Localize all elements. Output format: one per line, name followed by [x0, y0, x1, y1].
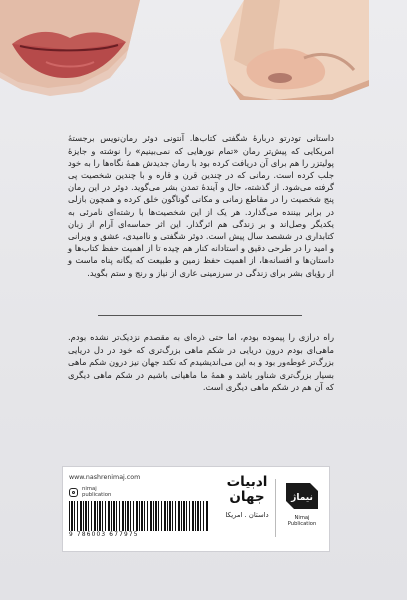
social-handle-sub: publication: [82, 492, 112, 498]
lips-photo: [0, 0, 150, 100]
publisher-name-en: [279, 515, 325, 527]
nimaj-logo-icon: [284, 477, 320, 511]
series-subtitle: داستان . امریکا: [225, 511, 269, 519]
publisher-en-line1: Nimaj: [294, 515, 310, 521]
series-title-line2: جهان: [229, 489, 265, 505]
social-row: [69, 486, 217, 498]
instagram-icon: [69, 488, 78, 497]
book-excerpt: راه درازی را پیموده بودم، اما حتی ذره‌ای به مقصدم نزدیک‌تر نشده بودم. ماهی‌ای بودم درون دریایی در شکم ماهی بزرگ‌تری که خود در دل دریایی بزرگ‌تر غوطه‌ور بود و به این می‌اندیشیدم که نکند جهان نیز درون شکم ماهی بسیار بزرگ‌تری شناور باشد و همهٔ ما ماهیانی باشیم در شکم ماهی دیگری که آن هم در شکم ماهی دیگری است.: [68, 332, 334, 393]
social-handle-name: nimaj: [82, 486, 97, 492]
publisher-en-line2: Publication: [287, 521, 317, 528]
section-divider: [98, 315, 302, 316]
series-title-line1: ادبیات: [226, 474, 268, 490]
series-title: [221, 475, 273, 505]
social-handle: [82, 486, 111, 498]
isbn-number: 9 786003 677975: [69, 532, 139, 538]
info-separator: [275, 479, 276, 537]
series-label: [221, 475, 273, 541]
book-description: داستانی تودرتو دربارهٔ شگفتی کتاب‌ها. آنتونی دوئر رمان‌نویس برجستهٔ امریکایی که پیش‌تر رمان «تمام نورهایی که نمی‌بینیم» را نوشته و جایزهٔ پولیتزر را هم برای آن دریافت کرده بود با رمان جدیدش همهٔ نگاه‌ها را به خود جلب کرده است. رمانی که در چندین قرن و قاره و با چندین شخصیت پی گرفته می‌شود. از گذشته، حال و آیندهٔ تمدن بشر می‌گوید. دوئر در این رمان پنج شخصیت را در مقاطع زمانی و مکانی گوناگون خلق کرده و همچون بازلی در برابر بیننده می‌گذارد. هر یک از این شخصیت‌ها با رشته‌ای نامرئی به یکدیگر وصل‌اند و بر زندگی هم اثرگذار. این اثر حماسه‌ای آرام از زبان کتابداری در ششصد سال پیش است. دوئر شگفتی و ناامیدی، عشق و ویرانی و امید را در طرحی دقیق و استادانه کنار هم چیده تا از اهمیت حفظ کتاب‌ها و داستان‌ها و افسانه‌ها، از اهمیت حفظ زمین و طبیعت که یگانه پناه ماست و از رؤیای بشر برای زندگی در سرزمینی عاری از نیاز و رنج و ستم بگوید.: [68, 133, 334, 278]
publisher-logo-text: نیماژ: [291, 493, 313, 503]
publisher-logo: [279, 477, 325, 543]
publisher-info-box: [62, 466, 330, 552]
barcode-section: [69, 473, 217, 545]
isbn-barcode: [69, 501, 209, 531]
nose-photo: [214, 0, 369, 100]
publisher-website: www.nashrenimaj.com: [69, 474, 141, 481]
